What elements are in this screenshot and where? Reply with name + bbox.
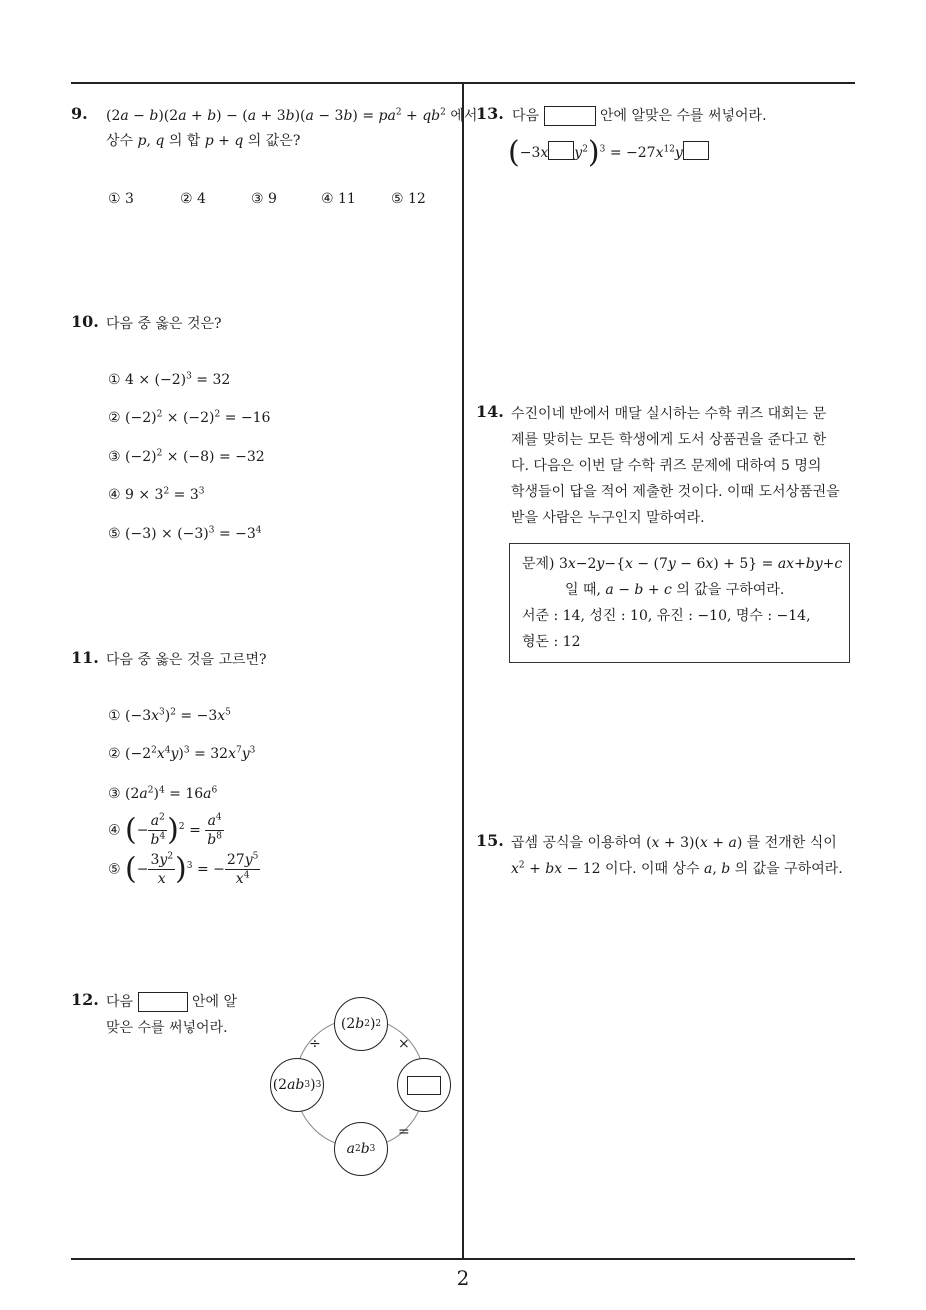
- q12-stem-line2: 맞은 수를 써넣어라.: [106, 1020, 228, 1036]
- q14-box-line2: 일 때, a − b + c 의 값을 구하여라.: [565, 582, 785, 598]
- q9-choice-4[interactable]: ④ 11: [321, 191, 356, 207]
- q12-op-equals: =: [398, 1124, 410, 1140]
- q9-choice-3[interactable]: ③ 9: [251, 191, 277, 207]
- q12-node-bottom: a 2 b 3: [334, 1122, 388, 1176]
- page-number: 2: [456, 1266, 470, 1290]
- q9-number: 9.: [71, 104, 88, 123]
- q10-choice-4[interactable]: ④ $9 \times 3^2 = 3^3$: [108, 486, 205, 503]
- bottom-rule: [71, 1258, 855, 1260]
- q13-equation: (−3x $y^2)^3 = -27x^{12}y$: [508, 138, 709, 168]
- q13-blank-exp2[interactable]: [683, 141, 709, 160]
- q14-line-1: 수진이네 반에서 매달 실시하는 수학 퀴즈 대회는 문: [511, 406, 827, 422]
- q15-line-2: $x^2$ + bx − 12 이다. 이때 상수 a, b 의 값을 구하여라.: [511, 860, 843, 877]
- q13-blank-main[interactable]: [544, 106, 596, 126]
- q10-choice-2[interactable]: ② $(-2)^2 \times (-2)^2 = -16$: [108, 409, 271, 426]
- q14-line-2: 제를 맞히는 모든 학생에게 도서 상품권을 준다고 한: [511, 432, 827, 448]
- q11-choice-5[interactable]: ⑤ (− $\frac{3y^2}{x}$ )$^3$ = − $\frac{27y^5}{x^4}$: [108, 851, 259, 887]
- q11-number: 11.: [71, 648, 99, 667]
- q14-number: 14.: [476, 402, 504, 421]
- q9-choice-5[interactable]: ⑤ 12: [391, 191, 426, 207]
- q12-stem-line1: 다음 안에 알: [106, 994, 237, 1010]
- q10-choice-5[interactable]: ⑤ $(-3) \times (-3)^3 = -3^4$: [108, 525, 262, 542]
- q12-node-top: (2 b 2 ) 2: [334, 997, 388, 1051]
- q14-box-line1: 문제) 3x−2y−{x − (7y − 6x) + 5} = ax+by+c: [522, 556, 843, 572]
- q9-choice-1[interactable]: ① 3: [108, 191, 134, 207]
- q10-choice-1[interactable]: ① $4 \times (-2)^3 = 32$: [108, 371, 231, 388]
- q15-line-1: 곱셈 공식을 이용하여 (x + 3)(x + a) 를 전개한 식이: [511, 835, 837, 851]
- q13-blank-exp1[interactable]: [548, 141, 574, 160]
- q15-number: 15.: [476, 831, 504, 850]
- q11-choice-1[interactable]: ① $(-3x^3)^2 = -3x^5$: [108, 707, 231, 724]
- q12-node-right-blank[interactable]: [407, 1076, 441, 1095]
- q9-stem-line2: 상수 p, q 의 합 p + q 의 값은?: [106, 133, 301, 149]
- q11-choice-4[interactable]: ④ (− $\frac{a^2}{b^4}$ )$^2$ = $\frac{a^4}{b^8}$: [108, 812, 222, 848]
- q11-choice-2[interactable]: ② $(-2^2x^4y)^3 = 32x^7y^3$: [108, 745, 256, 762]
- q14-line-4: 학생들이 답을 적어 제출한 것이다. 이때 도서상품권을: [511, 484, 840, 500]
- q12-number: 12.: [71, 990, 99, 1009]
- q14-line-3: 다. 다음은 이번 달 수학 퀴즈 문제에 대하여 5 명의: [511, 458, 822, 474]
- q10-stem: 다음 중 옳은 것은?: [106, 316, 222, 332]
- q12-op-times: ×: [398, 1036, 410, 1052]
- q9-choice-2[interactable]: ② 4: [180, 191, 206, 207]
- q12-op-divide: ÷: [309, 1036, 321, 1052]
- q9-stem-line1: $(2a - b)(2a + b) - (a + 3b)(a - 3b) = pa^2 + qb^2$ 에서: [106, 107, 478, 124]
- q13-number: 13.: [476, 104, 504, 123]
- q12-answer-blank[interactable]: [138, 992, 188, 1012]
- q14-line-5: 받을 사람은 누구인지 말하여라.: [511, 510, 705, 526]
- q11-stem: 다음 중 옳은 것을 고르면?: [106, 652, 267, 668]
- q10-number: 10.: [71, 312, 99, 331]
- q12-node-right: [397, 1058, 451, 1112]
- q12-node-left: (2 ab 3 ) 3: [270, 1058, 324, 1112]
- q10-choice-3[interactable]: ③ $(-2)^2 \times (-8) = -32$: [108, 448, 265, 465]
- q11-choice-3[interactable]: ③ $(2a^2)^4 = 16a^6$: [108, 785, 218, 802]
- q13-stem: 다음 안에 알맞은 수를 써넣어라.: [512, 108, 767, 124]
- q14-box-answers-2: 형돈 : 12: [522, 634, 581, 650]
- q14-box-answers: 서준 : 14, 성진 : 10, 유진 : −10, 명수 : −14,: [522, 608, 811, 624]
